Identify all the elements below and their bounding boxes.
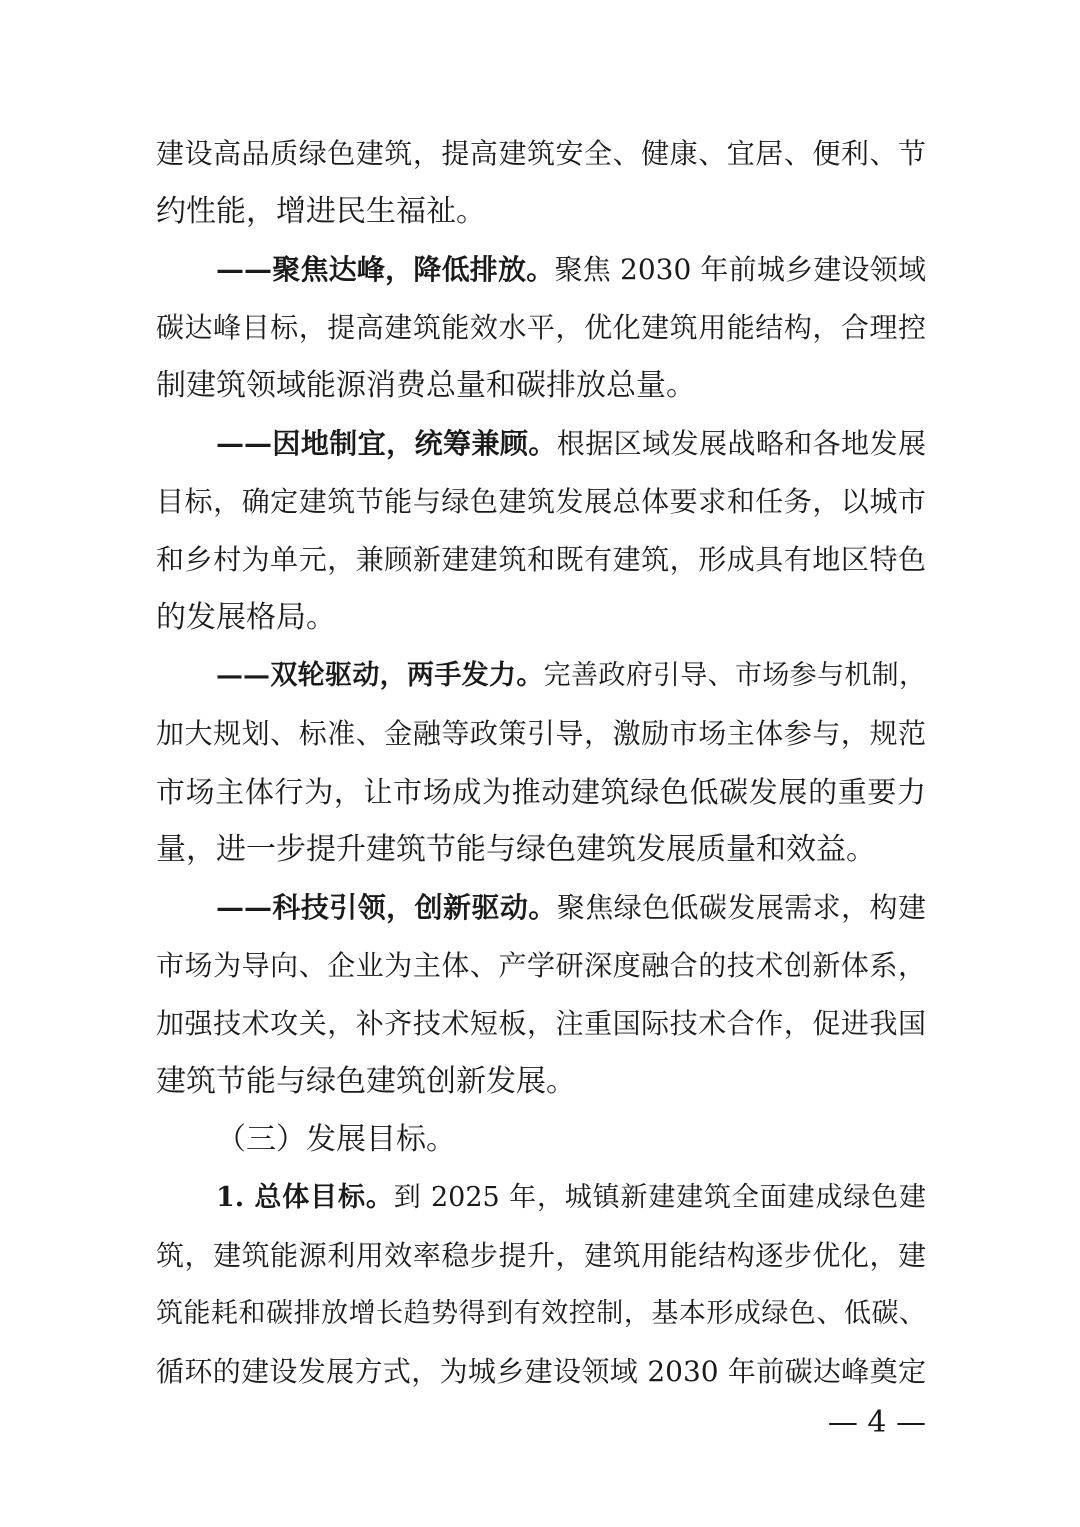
text-line bbox=[156, 366, 926, 406]
text-line bbox=[156, 1236, 926, 1276]
text-run: 完善政府引导、市场参与机制， bbox=[543, 660, 927, 691]
text-run: 碳达峰目标，提高建筑能效水平，优化建筑用能结构，合理控 bbox=[156, 311, 926, 344]
text-run: 建筑节能与绿色建筑创新发展。 bbox=[156, 1064, 576, 1099]
text-line bbox=[156, 308, 926, 348]
text-line bbox=[156, 598, 926, 638]
page-number: — 4 — bbox=[827, 1405, 926, 1440]
bold-heading-run: 1. 总体目标。 bbox=[216, 1182, 394, 1213]
text-run: 循环的建设发展方式，为城乡建设领域 2030 年前碳达峰奠定 bbox=[156, 1355, 926, 1388]
bold-heading-run: ——因地制宜，统筹兼顾。 bbox=[216, 427, 557, 460]
text-line bbox=[156, 192, 926, 232]
text-run: 和乡村为单元，兼顾新建建筑和既有建筑，形成具有地区特色 bbox=[156, 543, 926, 576]
bold-heading-run: ——科技引领，创新驱动。 bbox=[216, 891, 557, 924]
text-run: 约性能，增进民生福祉。 bbox=[156, 194, 486, 229]
text-run: 建设高品质绿色建筑，提高建筑安全、健康、宜居、便利、节 bbox=[156, 137, 926, 170]
text-line bbox=[216, 250, 926, 290]
text-run: 聚焦 2030 年前城乡建设领域 bbox=[554, 253, 926, 286]
text-line bbox=[216, 888, 926, 928]
text-line bbox=[156, 946, 926, 986]
text-line bbox=[156, 540, 926, 580]
text-run: 市场为导向、企业为主体、产学研深度融合的技术创新体系， bbox=[156, 949, 926, 982]
bold-heading-run: ——双轮驱动，两手发力。 bbox=[216, 660, 544, 691]
text-run: 加强技术攻关，补齐技术短板，注重国际技术合作，促进我国 bbox=[156, 1007, 926, 1040]
text-line bbox=[216, 1178, 926, 1218]
text-line bbox=[156, 134, 926, 174]
text-run: 筑能耗和碳排放增长趋势得到有效控制，基本形成绿色、低碳、 bbox=[156, 1298, 926, 1329]
text-run: 量，进一步提升建筑节能与绿色建筑发展质量和效益。 bbox=[156, 832, 876, 867]
section-heading bbox=[216, 1120, 926, 1160]
text-line bbox=[156, 1062, 926, 1102]
text-run: 根据区域发展战略和各地发展 bbox=[556, 427, 926, 460]
text-line bbox=[156, 830, 926, 870]
text-run: （三）发展目标。 bbox=[216, 1122, 456, 1157]
bold-heading-run: ——聚焦达峰，降低排放。 bbox=[216, 253, 555, 286]
text-run: 制建筑领域能源消费总量和碳排放总量。 bbox=[156, 368, 696, 403]
text-run: 市场主体行为，让市场成为推动建筑绿色低碳发展的重要力 bbox=[156, 775, 926, 809]
text-line bbox=[216, 656, 926, 696]
text-line bbox=[156, 1352, 926, 1392]
text-line bbox=[156, 1294, 926, 1334]
text-line bbox=[216, 424, 926, 464]
text-run: 聚焦绿色低碳发展需求，构建 bbox=[556, 891, 926, 924]
text-run: 目标，确定建筑节能与绿色建筑发展总体要求和任务，以城市 bbox=[156, 485, 926, 518]
text-line bbox=[156, 1004, 926, 1044]
text-line bbox=[156, 714, 926, 754]
text-run: 筑，建筑能源利用效率稳步提升，建筑用能结构逐步优化，建 bbox=[156, 1239, 926, 1272]
text-run: 加大规划、标准、金融等政策引导，激励市场主体参与，规范 bbox=[156, 717, 926, 750]
text-line bbox=[156, 772, 926, 812]
text-run: 到 2025 年，城镇新建建筑全面建成绿色建 bbox=[393, 1182, 926, 1213]
text-run: 的发展格局。 bbox=[156, 600, 336, 635]
text-line bbox=[156, 482, 926, 522]
